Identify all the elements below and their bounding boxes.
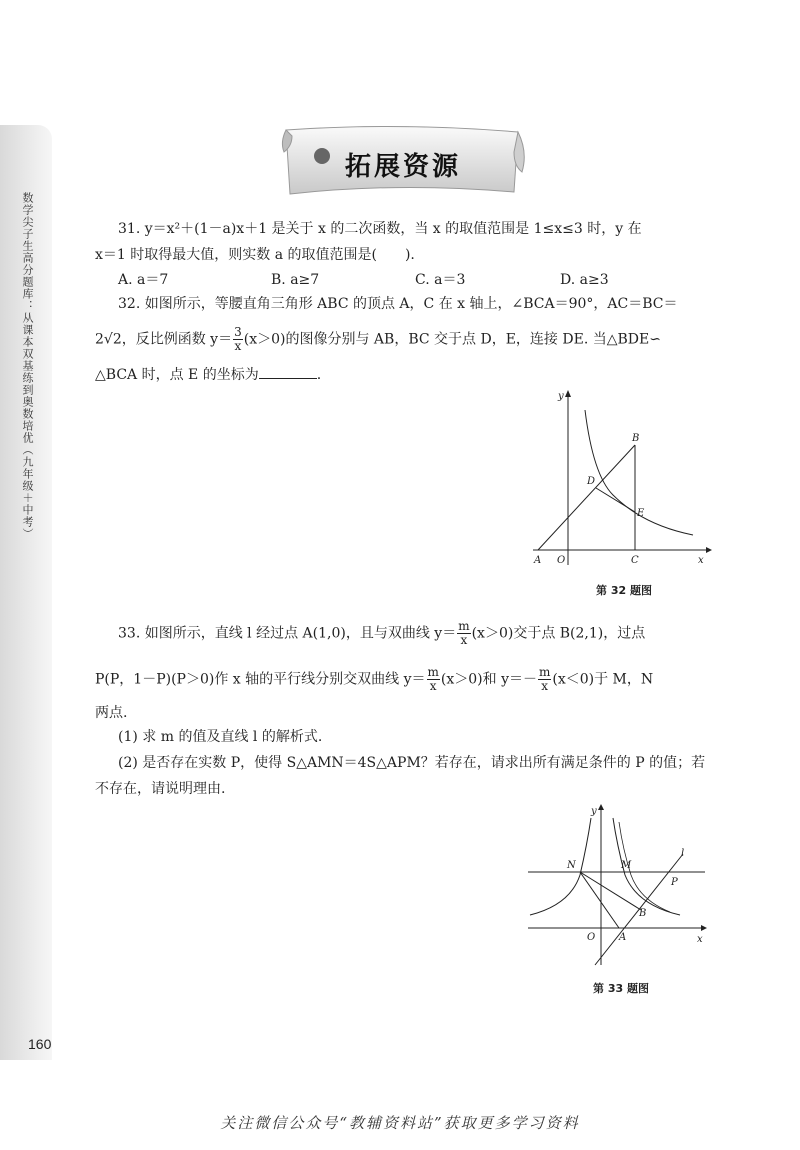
q33-sub2-line1: (2) 是否存在实数 P，使得 S△AMN＝4S△APM？若存在，请求出所有满足条件的 P 的值；若 xyxy=(118,755,706,771)
y-axis-arrow xyxy=(565,390,571,397)
segment-na xyxy=(580,872,619,928)
label-y: y xyxy=(558,391,564,402)
banner-bullet-icon xyxy=(314,148,330,164)
segment-ab xyxy=(538,445,635,550)
q33-frac2-den: x xyxy=(429,679,437,693)
q31-line2: x＝1 时取得最大值，则实数 a 的取值范围是( ). xyxy=(95,247,415,263)
q33-frac1-num: m xyxy=(458,619,470,633)
q32-frac-den: x xyxy=(234,339,242,353)
q32-line1: 32. 如图所示，等腰直角三角形 ABC 的顶点 A，C 在 x 轴上，∠BCA＝90°，AC＝BC＝ xyxy=(118,296,678,312)
q33-sub1: (1) 求 m 的值及直线 l 的解析式. xyxy=(118,729,323,745)
q33-line1-b: (x＞0)交于点 B(2,1)，过点 xyxy=(471,625,646,642)
q33-figure xyxy=(525,800,710,970)
footer-note: 关注微信公众号“教辅资料站”获取更多学习资料 xyxy=(220,1114,580,1132)
page-number: 160 xyxy=(28,1036,52,1052)
q33-frac3-num: m xyxy=(538,665,551,679)
y-axis-arrow xyxy=(598,804,604,810)
q33-frac1-den: x xyxy=(460,633,468,647)
q33-frac2-num: m xyxy=(427,665,439,679)
x-axis-arrow xyxy=(706,547,712,553)
label-b: B xyxy=(632,433,640,444)
q33-sub2-line2: 不存在，请说明理由. xyxy=(95,781,226,797)
label-y: y xyxy=(591,806,597,817)
q32-line2-a: 2√2，反比例函数 y＝ xyxy=(95,331,233,348)
q31-option-d: D. a≥3 xyxy=(560,272,609,288)
q33-line1-a: 33. 如图所示，直线 l 经过点 A(1,0)，且与双曲线 y＝ xyxy=(118,625,457,642)
label-o: O xyxy=(557,555,566,566)
segment-de xyxy=(596,488,635,512)
q32-line3-text: △BCA 时，点 E 的坐标为 xyxy=(95,367,259,383)
q33-line2-b: (x＞0)和 y＝－ xyxy=(440,671,537,688)
q32-figure xyxy=(528,385,713,570)
q31-option-a: A. a＝7 xyxy=(118,272,169,288)
q33-frac3-den: x xyxy=(541,679,549,693)
label-b: B xyxy=(639,908,647,919)
q33-line2-c: (x＜0)于 M，N xyxy=(552,671,654,688)
q32-line2-b: (x＞0)的图像分别与 AB，BC 交于点 D，E，连接 DE. 当△BDE∽ xyxy=(243,331,661,348)
label-o: O xyxy=(587,932,596,943)
x-axis-arrow xyxy=(701,925,707,931)
q33-fraction-1 xyxy=(457,620,470,647)
label-x: x xyxy=(698,555,704,566)
q33-line2-a: P(P，1－P)(P＞0)作 x 轴的平行线分别交双曲线 y＝ xyxy=(95,671,426,688)
label-a: A xyxy=(534,555,542,566)
q32-line3-end: . xyxy=(316,367,322,383)
q32-caption: 第 32 题图 xyxy=(596,584,652,597)
q33-line2 xyxy=(95,666,653,693)
q32-line2 xyxy=(95,326,661,353)
label-l: l xyxy=(681,848,685,859)
label-e: E xyxy=(637,508,645,519)
q32-fraction xyxy=(233,326,243,353)
q33-line3: 两点. xyxy=(95,705,128,721)
section-title: 拓展资源 xyxy=(345,152,462,182)
label-m: M xyxy=(621,860,632,871)
label-n: N xyxy=(567,860,576,871)
label-c: C xyxy=(631,555,639,566)
q33-fraction-3 xyxy=(538,666,551,693)
q32-line3 xyxy=(95,364,321,385)
label-x: x xyxy=(697,934,703,945)
q31-option-b: B. a≥7 xyxy=(271,272,320,288)
q33-fraction-2 xyxy=(427,666,440,693)
label-d: D xyxy=(587,476,596,487)
book-series-label: 数学尖子生高分题库：从课本双基练到奥数培优（九年级＋中考） xyxy=(21,192,34,540)
answer-blank xyxy=(259,364,317,379)
q33-caption: 第 33 题图 xyxy=(593,982,649,995)
q33-line1 xyxy=(118,620,645,647)
label-a: A xyxy=(619,932,627,943)
q31-line1: 31. y＝x²＋(1－a)x＋1 是关于 x 的二次函数，当 x 的取值范围是 1≤x≤3 时，y 在 xyxy=(118,221,642,237)
left-hyperbola xyxy=(530,818,591,915)
q32-frac-num: 3 xyxy=(234,325,242,339)
label-p: P xyxy=(671,877,678,888)
q31-option-c: C. a＝3 xyxy=(415,272,466,288)
